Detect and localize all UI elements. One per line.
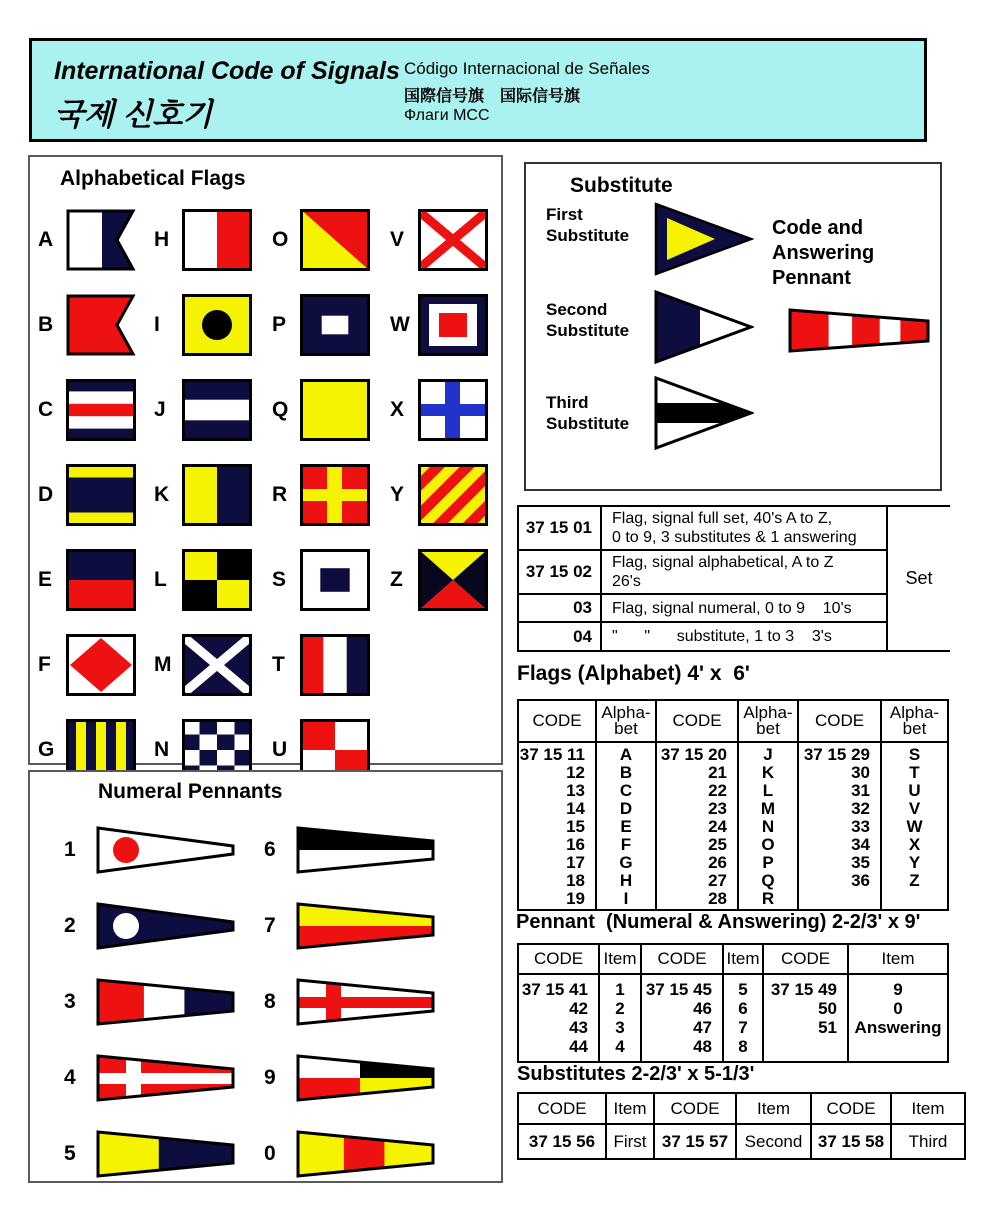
cell-line: 13 [566, 781, 585, 800]
flag-j-icon [182, 379, 252, 441]
cell-line: 19 [566, 889, 585, 908]
alpha-flag-cell [270, 197, 370, 282]
flag-p-icon [300, 294, 370, 356]
pennant-number-label: 1 [64, 838, 76, 861]
alpha-flag-column [388, 197, 488, 622]
first-substitute-label-line: First [546, 205, 583, 224]
cell-line: 9 [893, 980, 903, 999]
table-header-cell [849, 945, 947, 975]
header-line: bet [902, 719, 927, 738]
pennant-8-icon [296, 976, 436, 1028]
flag-l-icon [182, 549, 252, 611]
table-body-cell [764, 975, 849, 1061]
table-body-cell [737, 1125, 812, 1158]
set-table-code-cell: 04 [573, 626, 592, 646]
cell-line: T [909, 763, 920, 782]
numeral-pennant-column [264, 812, 436, 1192]
alphabetical-flags-title: Alphabetical Flags [60, 167, 246, 190]
header-line: CODE [670, 1098, 720, 1118]
cell-line: 37 15 58 [817, 1131, 885, 1151]
table-header-cell [519, 945, 600, 975]
page-subtitle-russian: Флаги МСС [404, 107, 490, 124]
header-line: CODE [533, 949, 584, 968]
flag-letter-label: A [38, 227, 54, 251]
header-line: Alpha- [889, 703, 940, 722]
flag-s-icon [300, 549, 370, 611]
cell-line: E [620, 817, 632, 836]
cell-line: 15 [566, 817, 585, 836]
flag-e-icon [66, 549, 136, 611]
cell-line: 31 [851, 781, 870, 800]
flag-letter-label: T [272, 652, 285, 676]
second-substitute-label-line: Substitute [546, 321, 630, 340]
table-body-cell [739, 743, 799, 909]
numeral-pennants-panel [28, 770, 503, 1183]
header-line: CODE [537, 1098, 587, 1118]
pennant-code-table [517, 943, 949, 1063]
code-answering-label-line: Code and [772, 217, 864, 239]
table-body-cell [724, 975, 764, 1061]
set-table-desc-cell [600, 595, 888, 623]
flag-letter-label: I [154, 312, 160, 336]
table-header-cell [657, 701, 739, 743]
pennant-number-label: 4 [64, 1066, 76, 1089]
table-header-cell [724, 945, 764, 975]
flag-b-icon [66, 294, 136, 356]
alpha-flag-cell [36, 452, 136, 537]
flag-z-icon [418, 549, 488, 611]
alpha-flag-cell [388, 197, 488, 282]
third-substitute-label-line: Third [546, 393, 589, 412]
cell-line: 2 [615, 999, 625, 1018]
alpha-flag-cell [388, 282, 488, 367]
cell-line: 25 [708, 835, 727, 854]
header-line: Item [613, 1098, 647, 1118]
table-header-cell [764, 945, 849, 975]
cell-line: 32 [851, 799, 870, 818]
pennant-table-title: Pennant (Numeral & Answering) 2-2/3' x 9' [516, 911, 921, 933]
second-substitute-label-line: Second [546, 300, 608, 319]
cell-line: 37 15 49 [770, 980, 837, 999]
flag-letter-label: H [154, 227, 170, 251]
cell-line: Y [908, 853, 921, 872]
header-line: Item [756, 1098, 791, 1118]
flag-h-icon [182, 209, 252, 271]
set-table-desc-cell [600, 551, 888, 595]
alpha-flag-cell [36, 367, 136, 452]
table-header-cell [655, 1094, 737, 1125]
flag-letter-label: U [272, 737, 288, 761]
flag-w-icon [418, 294, 488, 356]
flag-letter-label: G [38, 737, 55, 761]
flag-letter-label: Q [272, 397, 289, 421]
flag-v-icon [418, 209, 488, 271]
page-subtitle-chinese: 国際信号旗 国际信号旗 [404, 88, 581, 105]
cell-line: 4 [615, 1037, 625, 1056]
cell-line: N [761, 817, 775, 836]
numeral-pennant-cell [264, 1116, 436, 1192]
cell-line: 37 15 45 [645, 980, 712, 999]
cell-line: I [623, 889, 629, 908]
flag-letter-label: E [38, 567, 53, 591]
cell-line: Second [744, 1131, 803, 1151]
cell-line: S [908, 745, 921, 764]
cell-line: 37 15 11 [519, 745, 585, 764]
page-title-english: International Code of Signals [54, 57, 400, 85]
alphabetical-flags-panel [28, 155, 503, 765]
flag-i-icon [182, 294, 252, 356]
code-answering-label-line: Pennant [772, 267, 851, 289]
alpha-flag-cell [152, 537, 252, 622]
pennant-0-icon [296, 1128, 436, 1180]
table-body-cell [607, 1125, 655, 1158]
alpha-flag-cell [36, 197, 136, 282]
cell-line: 37 15 41 [521, 980, 588, 999]
flag-a-icon [66, 209, 136, 271]
header-line: CODE [780, 949, 831, 968]
cell-line: 23 [708, 799, 727, 818]
alpha-flag-cell [152, 282, 252, 367]
alpha-flag-cell [388, 367, 488, 452]
numeral-pennant-cell [64, 1040, 236, 1116]
table-body-cell [799, 743, 882, 909]
pennant-number-label: 6 [264, 838, 276, 861]
table-header-cell [882, 701, 947, 743]
table-header-cell [597, 701, 657, 743]
alpha-flag-cell [152, 367, 252, 452]
flag-letter-label: B [38, 312, 54, 336]
cell-line: P [762, 853, 774, 872]
cell-line: 12 [566, 763, 585, 782]
alpha-flag-column [36, 197, 136, 792]
flag-t-icon [300, 634, 370, 696]
desc-line: 26's [612, 573, 641, 590]
page-title-korean: 국제 신호기 [54, 97, 213, 132]
table-body-cell [600, 975, 642, 1061]
cell-line: 34 [851, 835, 870, 854]
numeral-pennant-cell [264, 964, 436, 1040]
table-body-cell [882, 743, 947, 909]
numeral-pennant-cell [264, 1040, 436, 1116]
code-answering-pennant-label [772, 216, 874, 291]
cell-line: K [761, 763, 775, 782]
cell-line: 6 [738, 999, 748, 1018]
set-table-desc-cell [600, 507, 888, 551]
cell-line: 46 [693, 999, 712, 1018]
header-line: bet [614, 719, 638, 738]
alpha-flag-cell [152, 197, 252, 282]
cell-line: Answering [854, 1018, 942, 1037]
table-header-cell [799, 701, 882, 743]
cell-line: 17 [566, 853, 585, 872]
header-line: Item [603, 949, 637, 968]
cell-line: 3 [615, 1018, 625, 1037]
flag-f-icon [66, 634, 136, 696]
flag-letter-label: J [154, 397, 166, 421]
code-answering-label-line: Answering [772, 242, 875, 264]
table-body-cell [655, 1125, 737, 1158]
cell-line: 14 [566, 799, 585, 818]
cell-line: W [906, 817, 923, 836]
header-line: Item [881, 949, 915, 968]
header-line: bet [756, 719, 780, 738]
pennant-7-icon [296, 900, 436, 952]
pennant-9-icon [296, 1052, 436, 1104]
cell-line: C [619, 781, 633, 800]
cell-line: 37 15 20 [660, 745, 727, 764]
first-substitute-pennant-icon [654, 202, 754, 276]
header-line: CODE [672, 711, 722, 730]
cell-line: D [619, 799, 633, 818]
header-line: Alpha- [743, 703, 793, 722]
cell-line: Z [909, 871, 920, 890]
flag-letter-label: V [390, 227, 405, 251]
cell-line: 36 [851, 871, 870, 890]
flag-letter-label: X [390, 397, 405, 421]
set-table-desc-cell [600, 623, 888, 650]
cell-line: 1 [615, 980, 625, 999]
cell-line: 33 [851, 817, 870, 836]
numeral-pennant-cell [264, 812, 436, 888]
third-substitute-label-line: Substitute [546, 414, 630, 433]
pennant-1-icon [96, 824, 236, 876]
first-substitute-label [546, 204, 629, 246]
table-body-cell [519, 743, 597, 909]
flag-letter-label: Y [390, 482, 405, 506]
cell-line: 16 [566, 835, 585, 854]
flag-d-icon [66, 464, 136, 526]
alpha-flag-cell [388, 537, 488, 622]
alpha-flag-cell [36, 282, 136, 367]
cell-line: O [761, 835, 775, 854]
table-body-cell [892, 1125, 964, 1158]
alpha-flag-cell [270, 622, 370, 707]
header-line: Item [726, 949, 760, 968]
alpha-flag-column [152, 197, 252, 792]
pennant-5-icon [96, 1128, 236, 1180]
alpha-flag-cell [36, 622, 136, 707]
table-body-cell [812, 1125, 892, 1158]
alpha-flag-cell [270, 537, 370, 622]
cell-line: First [613, 1131, 647, 1151]
cell-line: B [619, 763, 633, 782]
header-line: CODE [532, 711, 582, 730]
table-header-cell [739, 701, 799, 743]
header-line: Item [911, 1098, 945, 1118]
desc-line: Flag, signal full set, 40's A to Z, [612, 510, 833, 527]
flag-letter-label: C [38, 397, 54, 421]
table-header-cell [519, 1094, 607, 1125]
flag-letter-label: M [154, 652, 172, 676]
cell-line: 8 [738, 1037, 748, 1056]
flag-letter-label: O [272, 227, 289, 251]
numeral-pennant-cell [264, 888, 436, 964]
flag-q-icon [300, 379, 370, 441]
flag-letter-label: S [272, 567, 287, 591]
cell-line: 26 [708, 853, 727, 872]
cell-line: 35 [851, 853, 870, 872]
cell-line: 7 [738, 1018, 748, 1037]
signal-set-code-table [517, 505, 950, 652]
cell-line: 22 [708, 781, 727, 800]
alphabet-code-table [517, 699, 949, 911]
cell-line: 51 [818, 1018, 837, 1037]
cell-line: 47 [693, 1018, 712, 1037]
pennant-number-label: 8 [264, 990, 276, 1013]
table-body-cell [597, 743, 657, 909]
cell-line: 37 15 57 [661, 1131, 729, 1151]
flag-letter-label: D [38, 482, 54, 506]
flag-m-icon [182, 634, 252, 696]
alpha-flag-cell [152, 622, 252, 707]
flag-letter-label: N [154, 737, 170, 761]
substitutes-table-title: Substitutes 2-2/3' x 5-1/3' [517, 1063, 755, 1085]
cell-line: L [762, 781, 774, 800]
header-line: Alpha- [601, 703, 651, 722]
cell-line: 42 [569, 999, 588, 1018]
desc-line: Flag, signal numeral, 0 to 9 10's [612, 599, 852, 617]
alpha-flag-column [270, 197, 370, 792]
table-header-cell [600, 945, 642, 975]
cell-line: 48 [693, 1037, 712, 1056]
set-table-code-cell: 37 15 01 [519, 507, 600, 551]
numeral-pennant-cell [64, 812, 236, 888]
numeral-pennant-cell [64, 1116, 236, 1192]
pennant-number-label: 0 [264, 1142, 276, 1165]
substitute-title: Substitute [570, 174, 673, 197]
pennant-number-label: 2 [64, 914, 76, 937]
cell-line: Third [908, 1131, 948, 1151]
header-line: CODE [814, 711, 865, 730]
cell-line: 18 [566, 871, 585, 890]
numeral-pennant-cell [64, 888, 236, 964]
table-header-cell [812, 1094, 892, 1125]
flag-letter-label: W [390, 312, 410, 336]
table-body-cell [519, 975, 600, 1061]
set-table-code-cell: 37 15 02 [519, 551, 600, 595]
cell-line: 30 [851, 763, 870, 782]
cell-line: J [763, 745, 773, 764]
flag-x-icon [418, 379, 488, 441]
cell-line: 37 15 29 [803, 745, 870, 764]
pennant-number-label: 5 [64, 1142, 76, 1165]
cell-line: F [620, 835, 632, 854]
pennant-6-icon [296, 824, 436, 876]
first-substitute-label-line: Substitute [546, 226, 630, 245]
cell-line: V [908, 799, 921, 818]
cell-line: 24 [708, 817, 727, 836]
set-table-code-cell: 03 [519, 595, 600, 623]
pennant-number-label: 3 [64, 990, 76, 1013]
table-header-cell [607, 1094, 655, 1125]
table-body-cell [849, 975, 947, 1061]
flag-letter-label: K [154, 482, 170, 506]
header-line: CODE [826, 1098, 876, 1118]
cell-line: G [619, 853, 633, 872]
answering-pennant-icon [788, 304, 933, 356]
cell-line: X [908, 835, 921, 854]
cell-line: R [761, 889, 775, 908]
cell-line: 5 [738, 980, 748, 999]
cell-line: 44 [569, 1037, 588, 1056]
pennant-number-label: 7 [264, 914, 276, 937]
second-substitute-pennant-icon [654, 290, 754, 364]
desc-line: Flag, signal alphabetical, A to Z [612, 554, 834, 571]
numeral-pennant-cell [64, 964, 236, 1040]
substitutes-code-table [517, 1092, 966, 1160]
flag-letter-label: L [154, 567, 167, 591]
third-substitute-pennant-icon [654, 376, 754, 450]
numeral-pennant-column [64, 812, 236, 1192]
cell-line: M [760, 799, 776, 818]
second-substitute-label [546, 299, 629, 341]
cell-line: U [908, 781, 921, 800]
cell-line: 0 [893, 999, 903, 1018]
table-body-cell [657, 743, 739, 909]
cell-line: H [619, 871, 633, 890]
cell-line: 27 [708, 871, 727, 890]
flag-letter-label: F [38, 652, 51, 676]
cell-line: 50 [818, 999, 837, 1018]
header-line: CODE [657, 949, 707, 968]
flag-letter-label: Z [390, 567, 403, 591]
flag-letter-label: R [272, 482, 288, 506]
cell-line: Q [761, 871, 775, 890]
alpha-flag-cell [270, 282, 370, 367]
alpha-flag-cell [152, 452, 252, 537]
cell-line: 37 15 56 [528, 1131, 596, 1151]
flag-r-icon [300, 464, 370, 526]
pennant-number-label: 9 [264, 1066, 276, 1089]
pennant-2-icon [96, 900, 236, 952]
desc-line: " " substitute, 1 to 3 3's [612, 628, 832, 645]
set-table-set-cell: Set [905, 568, 933, 588]
cell-line: A [619, 745, 633, 764]
flag-letter-label: P [272, 312, 287, 336]
table-body-cell [642, 975, 724, 1061]
flag-o-icon [300, 209, 370, 271]
pennant-4-icon [96, 1052, 236, 1104]
pennant-3-icon [96, 976, 236, 1028]
numeral-pennants-title: Numeral Pennants [98, 780, 283, 803]
page-subtitle-spanish: Código Internacional de Señales [404, 59, 650, 78]
desc-line: 0 to 9, 3 substitutes & 1 answering [612, 529, 857, 546]
header-banner [29, 38, 927, 142]
table-header-cell [892, 1094, 964, 1125]
alpha-flag-cell [270, 452, 370, 537]
flag-c-icon [66, 379, 136, 441]
alphabet-table-title: Flags (Alphabet) 4' x 6' [517, 662, 750, 685]
table-header-cell [519, 701, 597, 743]
cell-line: 21 [708, 763, 727, 782]
flag-y-icon [418, 464, 488, 526]
table-body-cell [519, 1125, 607, 1158]
alpha-flag-cell [388, 452, 488, 537]
table-header-cell [737, 1094, 812, 1125]
cell-line: 28 [708, 889, 727, 908]
alpha-flag-cell [270, 367, 370, 452]
flag-k-icon [182, 464, 252, 526]
third-substitute-label [546, 392, 629, 434]
cell-line: 43 [569, 1018, 588, 1037]
alpha-flag-cell [36, 537, 136, 622]
table-header-cell [642, 945, 724, 975]
substitute-panel [524, 162, 942, 491]
